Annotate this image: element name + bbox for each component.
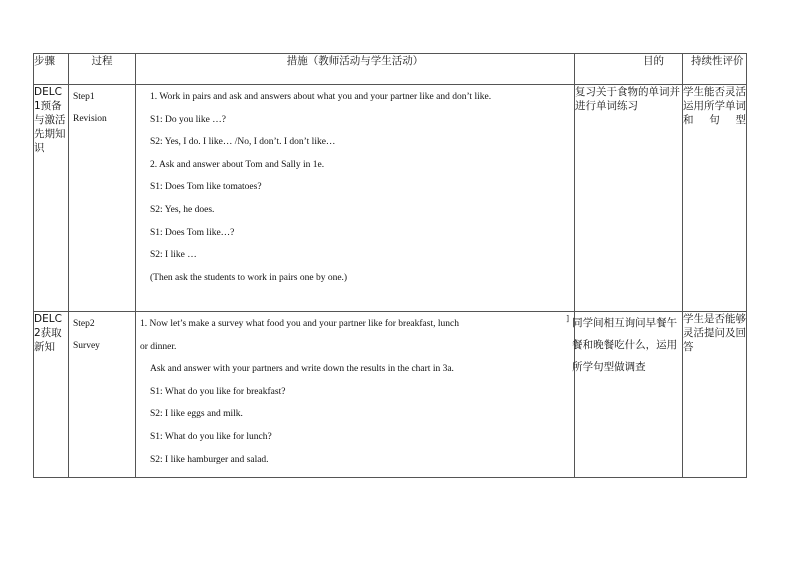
row1-process-step: Step1	[73, 92, 95, 102]
activity-line: 1. Work in pairs and ask and answers about what you and your partner like and don’t like.	[150, 92, 492, 102]
activity-line: (Then ask the students to work in pairs one by one.)	[150, 272, 348, 283]
activity-line: 2. Ask and answer about Tom and Sally in 1e.	[150, 159, 325, 170]
activity-line: S2: I like hamburger and salad.	[150, 454, 269, 465]
header-evaluation: 持续性评价	[683, 54, 747, 85]
row2-purpose	[566, 312, 683, 478]
row1-purpose: 复习关于食物的单词并进行单词练习	[575, 85, 683, 312]
header-step: 步骤	[34, 54, 69, 85]
activity-line: S1: Do you like …?	[150, 114, 226, 125]
row2-evaluation: 学生是否能够灵活提问及回答	[683, 312, 747, 478]
row1-evaluation: 学生能否灵活运用所学单词和句型	[683, 85, 747, 312]
row1-activities	[136, 85, 575, 312]
row2-step: DELC2获取新知	[34, 312, 69, 478]
activity-line: Ask and answer with your partners and write down the results in the chart in 3a.	[150, 364, 454, 375]
row2-process-name: Survey	[73, 341, 100, 351]
activity-line: S2: I like …	[150, 250, 197, 261]
row2-process	[69, 312, 136, 478]
table-row	[34, 312, 747, 478]
bracket-mark: ]	[566, 314, 570, 323]
activity-line: or dinner.	[140, 341, 177, 352]
header-purpose: 目的	[575, 54, 683, 85]
lesson-plan-table	[33, 53, 747, 478]
row2-activities	[136, 312, 575, 478]
table-header-row	[34, 54, 747, 85]
activity-line: S1: Does Tom like…?	[150, 227, 235, 238]
activity-line: S2: Yes, I do. I like… /No, I don’t. I don’t like…	[150, 137, 336, 148]
activity-line: S1: Does Tom like tomatoes?	[150, 182, 262, 193]
activity-line: S1: What do you like for lunch?	[150, 431, 272, 442]
activity-line: 1. Now let’s make a survey what food you and your partner like for breakfast, lunch	[140, 319, 459, 329]
row1-process	[69, 85, 136, 312]
row1-step: DELC1预备与激活先期知识	[34, 85, 69, 312]
activity-line: S2: I like eggs and milk.	[150, 409, 243, 420]
table-row	[34, 85, 747, 312]
activity-line: S1: What do you like for breakfast?	[150, 386, 286, 397]
header-process: 过程	[69, 54, 136, 85]
activity-line: S2: Yes, he does.	[150, 204, 215, 215]
row1-process-name: Revision	[73, 114, 107, 124]
row2-process-step: Step2	[73, 319, 95, 329]
row2-purpose-text: 同学间相互询问早餐午餐和晚餐吃什么，运用所学句型做调查	[572, 317, 678, 373]
header-measures: 措施（教师活动与学生活动）	[136, 54, 575, 85]
